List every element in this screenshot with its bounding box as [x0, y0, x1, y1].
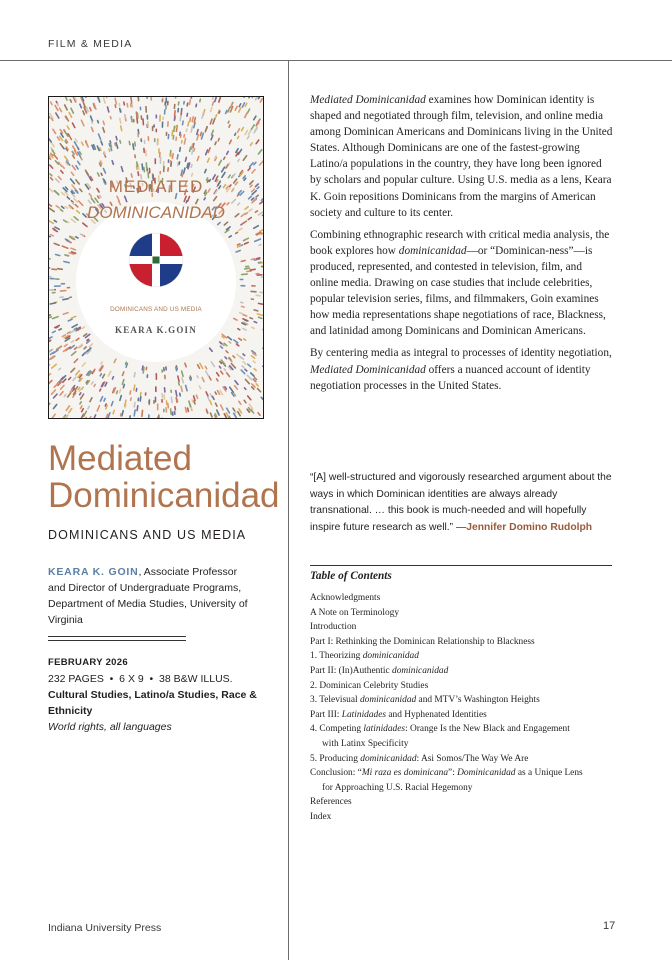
quote-text: “[A] well-structured and vigorously researched argument about the ways in which Dominican identities are always already transnational. … this book is much-needed and will hopefully inspire future research as well.”: [310, 472, 612, 533]
column-divider: [288, 60, 289, 960]
text-run: 3. Televisual: [310, 695, 360, 706]
page-number: 17: [603, 920, 616, 932]
toc-title: Table of Contents: [310, 570, 392, 582]
book-title-line1: Mediated: [48, 439, 192, 478]
toc-item: [310, 635, 615, 650]
cover-author: KEARA K.GOIN: [115, 325, 197, 335]
author-affiliation-line: Virginia: [48, 614, 83, 626]
book-cover: [48, 96, 264, 419]
text-run: A Note on Terminology: [310, 607, 400, 618]
toc-item: [310, 606, 615, 621]
text-run: Part II: (In)Authentic: [310, 665, 393, 676]
pub-date: FEBRUARY 2026: [48, 657, 128, 668]
quote-attribution: —Jennifer Domino Rudolph: [455, 521, 593, 533]
text-run: 5. Producing: [310, 753, 361, 764]
description-paragraph: [310, 345, 613, 393]
endorsement-quote: [310, 470, 615, 536]
toc-item: [310, 737, 615, 752]
book-description: [310, 92, 613, 400]
text-run: examines how Dominican identity is shaped and negotiated through film, television, and online media among Dominican Americans and Dominicans living in the United States. Although Dominicans are one of the fastest-growing Latino/a populations in the country, they have long been ignored by scholars and popular culture. Using U.S. media as a lens, Keara K. Goin repositions Dominicans from the margins of American society and culture to its center.: [310, 94, 613, 219]
pub-subjects: Cultural Studies, Latino/a Studies, Race & Ethnicity: [48, 689, 257, 717]
text-run: : Asi Somos/The Way We Are: [416, 753, 529, 764]
text-run: Acknowledgments: [310, 593, 381, 603]
italic-text: Mi raza es dominicana: [361, 768, 449, 779]
toc-item: [310, 649, 615, 664]
author-affiliation-line: and Director of Undergraduate Programs,: [48, 582, 242, 594]
publication-meta: [48, 655, 273, 735]
text-run: with Latinx Specificity: [322, 738, 409, 749]
text-run: for Approaching U.S. Racial Hegemony: [322, 782, 473, 793]
flag-circle-icon: [129, 233, 183, 287]
italic-text: dominicanidad: [398, 244, 467, 257]
text-run: 2. Dominican Celebrity Studies: [310, 680, 429, 691]
text-run: 1. Theorizing: [310, 651, 363, 662]
text-run: 4. Competing: [310, 724, 364, 735]
italic-text: Latinidades: [341, 709, 387, 720]
text-run: —or “Dominican-ness”—is produced, represented, and contested in television, film, and online media. Drawing on case studies that include celebrities, popular television series, films, and filmmakers, Goin examines how media representations shape negotiations of race, Blackness, and latinidad among Dominicans and Dominican Americans.: [310, 244, 606, 338]
description-paragraph: [310, 92, 613, 221]
book-subtitle: DOMINICANS AND US MEDIA: [48, 528, 247, 542]
italic-text: Dominicanidad: [457, 768, 516, 779]
author-block: [48, 564, 273, 628]
author-name: KEARA K. GOIN: [48, 566, 139, 578]
text-run: Part I: Rethinking the Dominican Relationship to Blackness: [310, 636, 535, 647]
toc-list: [310, 591, 615, 825]
italic-text: Mediated Dominicanidad: [310, 363, 426, 376]
toc-item: [310, 781, 615, 796]
text-run: and MTV’s Washington Heights: [416, 695, 540, 706]
author-affiliation-line: Department of Media Studies, University of: [48, 598, 248, 610]
toc-item: [310, 620, 615, 635]
book-title-line2: Dominicanidad: [48, 476, 280, 515]
text-run: References: [310, 797, 352, 808]
text-run: Index: [310, 811, 332, 822]
toc-item: [310, 795, 615, 810]
toc-item: [310, 752, 615, 767]
toc-item: [310, 664, 615, 679]
italic-text: latinidades: [363, 724, 406, 735]
cover-title-line2: DOMINICANIDAD: [87, 203, 225, 222]
text-run: : Orange Is the New Black and Engagement: [405, 724, 570, 735]
toc-item: [310, 766, 615, 781]
pub-rights: World rights, all languages: [48, 721, 172, 733]
book-title: [48, 440, 288, 514]
toc-item: [310, 693, 615, 708]
cover-tagline: DOMINICANS AND US MEDIA: [110, 306, 202, 313]
text-run: Conclusion: “: [310, 768, 362, 779]
italic-text: Mediated Dominicanidad: [310, 94, 426, 106]
italic-text: dominicanidad: [362, 651, 419, 662]
italic-text: dominicanidad: [359, 695, 417, 706]
text-run: Part III:: [310, 709, 342, 720]
pub-specs: 232 PAGES • 6 X 9 • 38 B&W ILLUS.: [48, 673, 233, 685]
text-run: ”:: [448, 768, 458, 779]
toc-item: [310, 810, 615, 825]
toc-item: [310, 591, 615, 606]
italic-text: dominicanidad: [360, 753, 417, 764]
text-run: as a Unique Lens: [515, 768, 583, 779]
footer-publisher: Indiana University Press: [48, 922, 162, 934]
section-header: FILM & MEDIA: [48, 38, 133, 50]
text-run: Combining ethnographic research with critical media analysis, the book explores how: [310, 228, 610, 257]
cover-title-line1: MEDIATED: [108, 177, 204, 196]
author-affiliation-first: , Associate Professor: [138, 566, 238, 578]
toc-item: [310, 708, 615, 723]
cover-art: [49, 97, 263, 418]
italic-text: dominicanidad: [392, 665, 449, 676]
description-paragraph: [310, 227, 613, 340]
text-run: Introduction: [310, 622, 357, 633]
toc-item: [310, 722, 615, 737]
toc-rule: [310, 565, 612, 566]
toc-item: [310, 679, 615, 694]
text-run: offers a nuanced account of identity negotiation processes in the United States.: [310, 363, 591, 392]
double-rule-divider: [48, 636, 186, 641]
header-rule: [0, 60, 672, 61]
text-run: By centering media as integral to processes of identity negotiation,: [310, 347, 612, 360]
text-run: and Hyphenated Identities: [386, 709, 487, 720]
